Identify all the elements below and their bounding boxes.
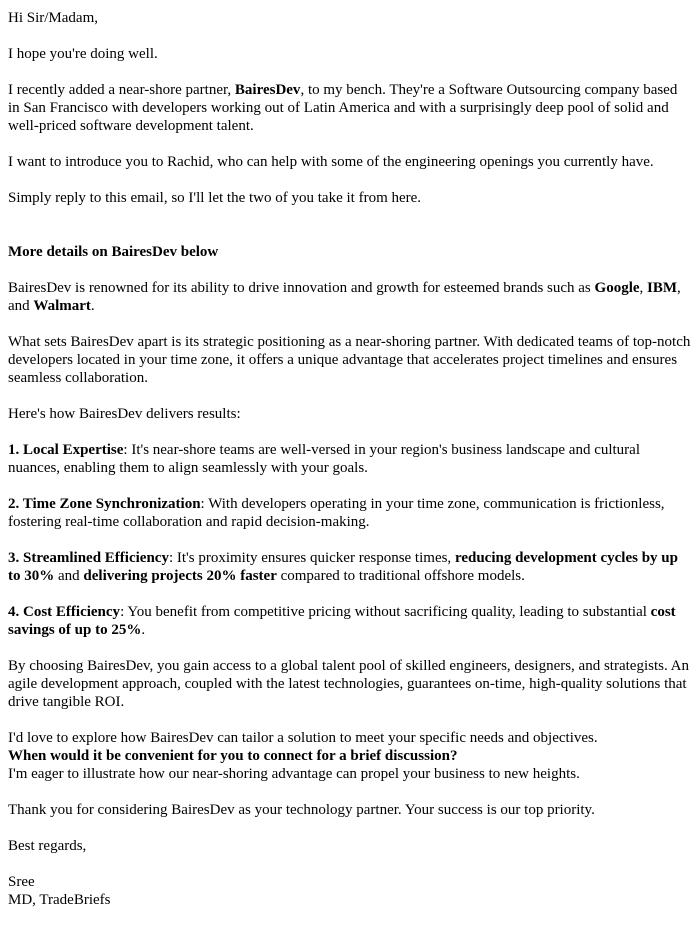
renowned-text-1: BairesDev is renowned for its ability to drive innovation and growth for esteemed brands such as <box>8 280 595 296</box>
point-3-text-1: : It's proximity ensures quicker response times, <box>168 550 455 566</box>
point-streamlined-efficiency <box>8 549 692 585</box>
brand-walmart: Walmart <box>33 298 91 314</box>
closing-line: Best regards, <box>8 838 87 854</box>
how-delivers-paragraph: Here's how BairesDev delivers results: <box>8 406 241 422</box>
details-heading-text: More details on BairesDev below <box>8 244 219 260</box>
explore-question: When would it be convenient for you to connect for a brief discussion? <box>8 748 458 764</box>
thanks-paragraph: Thank you for considering BairesDev as your technology partner. Your success is our top priority. <box>8 802 595 818</box>
greeting: Hi Sir/Madam, <box>8 10 98 26</box>
point-4-text-1: : You benefit from competitive pricing without sacrificing quality, leading to substantial <box>120 604 651 620</box>
point-3-text-3: compared to traditional offshore models. <box>276 568 525 584</box>
sets-apart-paragraph: What sets BairesDev apart is its strategic positioning as a near-shoring partner. With dedicated teams of top-notch developers located in your time zone, it offers a unique advantage that accelerates project timelines and ensures seamless collaboration. <box>8 334 691 386</box>
renowned-text-3: , and <box>8 280 681 314</box>
explore-paragraph <box>8 729 692 783</box>
point-3-title: 3. Streamlined Efficiency <box>8 550 169 566</box>
point-local-expertise <box>8 441 692 477</box>
brand-google: Google <box>594 280 640 296</box>
details-heading <box>8 243 692 261</box>
point-3-bold-1: reducing development cycles by up to 30% <box>8 550 678 584</box>
point-4-title: 4. Cost Efficiency <box>8 604 121 620</box>
point-2-text: : With developers operating in your time zone, communication is frictionless, fostering real-time collaboration and rapid decision-making. <box>8 496 665 530</box>
signature-block <box>8 873 692 909</box>
explore-line-1: I'd love to explore how BairesDev can tailor a solution to meet your specific needs and objectives. <box>8 730 598 746</box>
introduce-paragraph: I want to introduce you to Rachid, who can help with some of the engineering openings you currently have. <box>8 154 654 170</box>
intro-company-name: BairesDev <box>234 82 301 98</box>
reply-paragraph: Simply reply to this email, so I'll let the two of you take it from here. <box>8 190 422 206</box>
point-2-title: 2. Time Zone Synchronization <box>8 496 201 512</box>
point-4-bold-1: cost savings of up to 25% <box>8 604 676 638</box>
signature-name: Sree <box>8 874 35 890</box>
point-3-text-2: and <box>54 568 84 584</box>
brand-ibm: IBM <box>647 280 678 296</box>
renowned-text-4: . <box>90 298 95 314</box>
signature-title: MD, TradeBriefs <box>8 892 111 908</box>
point-time-zone <box>8 495 692 531</box>
point-1-title: 1. Local Expertise <box>8 442 124 458</box>
point-4-text-2: . <box>141 622 146 638</box>
intro-paragraph <box>8 81 692 135</box>
explore-line-3: I'm eager to illustrate how our near-shoring advantage can propel your business to new heights. <box>8 766 580 782</box>
renowned-text-2: , <box>639 280 648 296</box>
hope-line: I hope you're doing well. <box>8 46 158 62</box>
renowned-paragraph <box>8 279 692 315</box>
point-1-text: : It's near-shore teams are well-versed in your region's business landscape and cultural nuances, enabling them to align seamlessly with your goals. <box>8 442 641 476</box>
intro-text-1: I recently added a near-shore partner, <box>8 82 235 98</box>
choosing-paragraph: By choosing BairesDev, you gain access to a global talent pool of skilled engineers, designers, and strategists. An agile development approach, coupled with the latest technologies, guarantees on-time, high-quality solutions that drive tangible ROI. <box>8 658 689 710</box>
intro-text-2: , to my bench. They're a Software Outsourcing company based in San Francisco with developers working out of Latin America and with a surprisingly deep pool of solid and well-priced software development talent. <box>8 82 678 134</box>
point-3-bold-2: delivering projects 20% faster <box>83 568 277 584</box>
point-cost-efficiency <box>8 603 692 639</box>
